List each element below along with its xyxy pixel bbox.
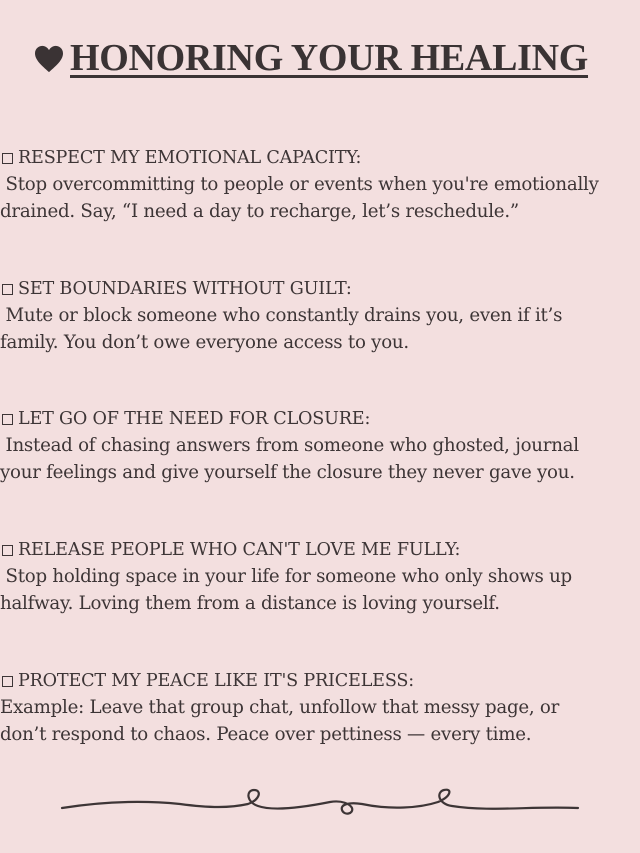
item-heading-text: RELEASE PEOPLE WHO CAN'T LOVE ME FULLY: (18, 540, 461, 560)
item-heading-text: PROTECT MY PEACE LIKE IT'S PRICELESS: (18, 671, 414, 691)
list-item (0, 276, 640, 356)
checkbox-icon (2, 153, 13, 164)
item-body-line: halfway. Loving them from a distance is loving yourself. (0, 593, 500, 614)
item-body-line: Stop overcommitting to people or events when you're emotionally (0, 174, 599, 195)
checkbox-icon (2, 414, 13, 425)
list-item (0, 406, 640, 486)
list-item (0, 668, 640, 748)
item-body-line: drained. Say, “I need a day to recharge, let’s reschedule.” (0, 201, 519, 222)
checkbox-icon (2, 676, 13, 687)
item-body-line: family. You don’t owe everyone access to you. (0, 332, 409, 353)
checkbox-icon (2, 284, 13, 295)
checkbox-icon (2, 545, 13, 556)
item-heading (0, 537, 640, 563)
item-heading-text: SET BOUNDARIES WITHOUT GUILT: (18, 279, 352, 299)
flourish-divider (60, 782, 580, 826)
list-item (0, 145, 640, 225)
heart-icon (34, 45, 64, 73)
item-heading-text: LET GO OF THE NEED FOR CLOSURE: (18, 409, 371, 429)
list-item (0, 537, 640, 617)
page-title: HONORING YOUR HEALING (70, 37, 589, 79)
title-row (34, 36, 588, 80)
item-heading (0, 668, 640, 694)
item-body-line: Example: Leave that group chat, unfollow that messy page, or (0, 697, 560, 718)
item-heading-text: RESPECT MY EMOTIONAL CAPACITY: (18, 148, 362, 168)
item-body-line: Stop holding space in your life for someone who only shows up (0, 566, 572, 587)
item-heading (0, 145, 640, 171)
item-heading (0, 276, 640, 302)
item-heading (0, 406, 640, 432)
item-body-line: don’t respond to chaos. Peace over pettiness — every time. (0, 724, 532, 745)
item-body-line: Mute or block someone who constantly drains you, even if it’s (0, 305, 563, 326)
item-body-line: Instead of chasing answers from someone who ghosted, journal (0, 435, 579, 456)
item-body-line: your feelings and give yourself the closure they never gave you. (0, 462, 575, 483)
